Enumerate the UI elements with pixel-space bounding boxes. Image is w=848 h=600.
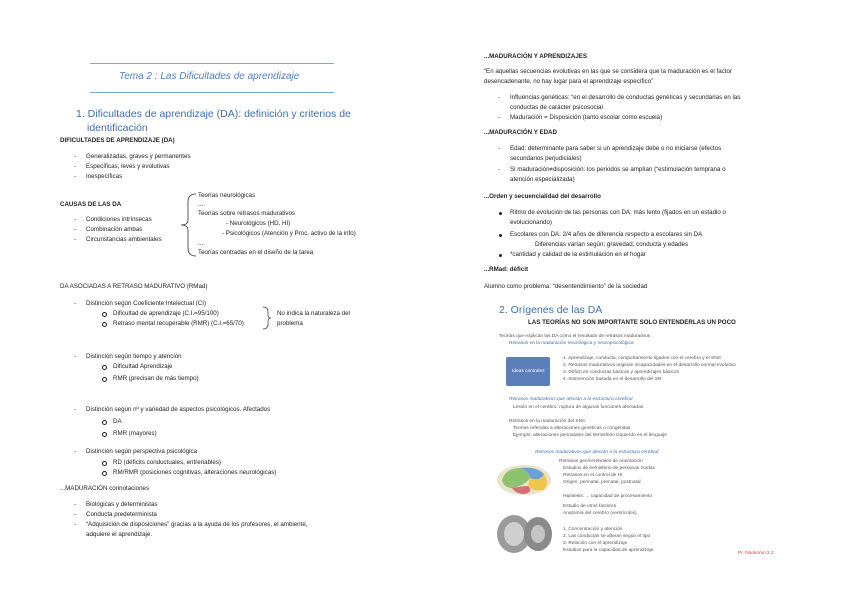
list-item: Generalizadas, graves y permanentes [86,153,191,160]
dist-psicologicos: Distinción según nº y variedad de aspectos psicológicos. Afectados [86,406,271,413]
da-heading: DIFICULTADES DE APRENDIZAJE (DA) [60,137,175,144]
list-item: RMR (mayores) [113,430,157,437]
slide-line: Retrasos en la maduración del SNC [509,419,586,424]
list-item: Influencias genéticas: “en el desarrollo de conductas genéticas y secundarias en las [510,94,741,101]
dash: - [498,94,501,101]
dist-perspectiva: Distinción según perspectiva psicológica [86,448,198,455]
dash: - [74,173,77,180]
slide-blue-line: Retrasos madurativos que afectan a la estructura cerebral [535,450,659,455]
list-item: “Adquisición de disposiciones” gracias a la ayuda de los profesores, el ambiente, [86,521,308,528]
list-item-cont: Diferencias varían según: gravedad, conducta y edades [535,241,689,248]
list-item: Retraso mental recuperable (RMR) (C.I.=65/70) [113,320,244,327]
list-item: Circunstancias ambientales [86,236,162,243]
list-item-cont: secundarios perjudiciales) [510,155,582,162]
da-asociadas-heading: DA ASOCIADAS A RETRASO MADURATIVO (RMad) [60,283,208,290]
quote-cont: desencadenante, no hay lugar para el aprendizaje específico” [484,78,654,85]
ring-bullet [102,432,107,437]
dash: - [74,226,77,233]
alumno-line: Alumno como problema: “desentendimiento” de la sociedad [484,283,648,290]
slide-line: Retrasos gen/cerebrales de orientación [559,459,643,464]
section-1-heading: 1. Dificultades de aprendizaje (DA): definición y criterios de [76,108,351,120]
slide-line: Hipótesis: ... capacidad de procesamiento [563,494,653,499]
dash: - [498,114,501,121]
ring-bullet [102,312,107,317]
list-item: Específicas, leves y evolutivas [86,163,170,170]
section-1-heading-cont: identificación [87,122,148,134]
brain-scan-image [494,513,554,555]
bullet [499,234,502,237]
slide-line: Teorías referidas a alteraciones genéticas o congénitas [513,426,631,431]
slide-red-note: Pr. Nonkomo 2.2 [738,551,774,556]
dash: - [74,163,77,170]
ellipsis: ... [198,240,204,247]
ellipsis: ... [198,201,204,208]
causas-brace [178,192,198,258]
teoria-retrasos: Teorías sobre retrasos madurativos [198,210,295,217]
teoria-retrasos-b: - Psicológicos (Atención y Proc. activo de la info) [222,230,356,237]
dash: - [74,501,77,508]
dash: - [74,353,77,360]
list-item: Inespecíficas [86,173,123,180]
dist-ci: Distinción según Coeficiente Intelectual (CI) [86,300,207,307]
list-item: RMR (precisan de más tiempo) [113,375,199,382]
slide-line: 3. Relación con el aprendizaje [563,541,628,546]
slide-line: 1. Concentración y atención [563,527,623,532]
causas-heading: CAUSAS DE LAS DA [60,201,122,208]
ring-bullet [102,365,107,370]
list-item-cont: evolucionando) [510,219,552,226]
dash: - [74,216,77,223]
list-item: Si maduración≠disposición: los periodos se amplían (“estimulación temprana o [510,166,726,173]
list-item-cont: conductas de carácter psicosocial [510,104,603,111]
brain-image [494,462,554,498]
ring-bullet [102,461,107,466]
slide-line: Retrasos en la maduración neurológica y neuropsicológica [509,341,634,346]
rmad-heading: ...RMad: déficit [484,266,529,273]
slide-item: 2. Retrasos madurativos originan incapacidades en el desarrollo normal evolutivo [563,363,736,368]
list-item: Ritmo de evolución de las personas con DA: más lento (fijados en un estadio o [510,209,726,216]
teoria-diseno: Teorías centradas en el diseño de la tarea [198,249,314,256]
slide-line: Origen: perinatal, prenatal, postnatal [563,480,641,485]
slide-line: Lesión en el cerebro: ruptura de algunas funciones afectadas [513,405,644,410]
list-item: Biológicas y deterministas [86,501,158,508]
slide-line: Anatomía del cerebro (ventrículos) [563,511,637,516]
list-item: Dificultad Aprendizaje [113,363,173,370]
dash: - [74,153,77,160]
list-item: Edad: determinante para saber si un aprendizaje debe o no iniciarse (efectos [510,145,722,152]
title-rule-bottom [90,92,334,93]
teoria-retrasos-a: - Neurológicos (HD, HI) [226,220,291,227]
dash: - [74,300,77,307]
quote: “En aquellas secuencias evolutivas en las que se considera que la maduración es el factor [484,68,732,75]
ideas-centrales-label: Ideas centrales [512,369,545,374]
dist-tiempo: Distinción según tiempo y atención [86,353,182,360]
dash: - [74,521,77,528]
dash: - [74,406,77,413]
bullet [499,212,502,215]
list-item-cont: adquiere el aprendizaje. [86,531,153,538]
dash: - [498,166,501,173]
slide-line: Estudios para la capacidad de aprendizaje [563,548,654,553]
slide-item: 4. Intervención basada en el desarrollo del SN [563,377,662,382]
list-item: *cantidad y calidad de la estimulación en el hogar [510,251,646,258]
list-item: DA [113,418,122,425]
list-item: Conducta predeterminista [86,511,157,518]
mad-apr-heading: ...MADURACIÓN Y APRENDIZAJES [484,53,588,60]
ci-brace [262,306,272,330]
list-item: Condiciones intrínsecas [86,216,152,223]
list-item: Escolares con DA: 2/4 años de diferencia respecto a escolares sin DA [510,231,703,238]
list-item: Dificultad de aprendizaje (C.I.=95/100) [113,310,219,317]
section-2-heading: 2. Orígenes de las DA [499,304,603,316]
slide-line: Teorías que explican las DA como el resultado de retrasos madurativos [499,334,651,339]
slide-line: Ejemplo: alteraciones perinatales del hemisferio izquierdo en el lenguaje [513,433,667,438]
ring-bullet [102,377,107,382]
dash: - [74,236,77,243]
slide-line: Estudios de hemisferio de personas zurdas [563,466,655,471]
page-title: Tema 2 : Las Dificultades de aprendizaje [119,71,300,82]
slide-line: Estudio de otros factores [563,504,617,509]
ci-note: No indica la naturaleza del [277,310,350,317]
bullet [499,254,502,257]
ring-bullet [102,322,107,327]
ci-note: problema [277,320,303,327]
orden-heading: ...Orden y secuencialidad del desarrollo [484,193,601,200]
slide-line: Retrasos en el control de HI [563,473,623,478]
list-item: Maduración = Disposición (tanto escolar como escuela) [510,114,663,121]
teoria-neurologicas: Teorías neurológicas [198,192,256,199]
dash: - [74,448,77,455]
list-item: RD (déficits conductuales, entrenables) [113,459,221,466]
list-item: RM/RMR (posiciones cognitivas, alteraciones neurológicas) [113,469,277,476]
section-2-subheading: LAS TEORÍAS NO SON IMPORTANTE SOLO ENTENDERLAS UN POCO [528,319,736,326]
mad-edad-heading: ...MADURACIÓN Y EDAD [484,129,557,136]
slide-item: 1. Aprendizaje, conducta, comportamiento ligados con el cerebro y el SNC [563,356,722,361]
list-item-cont: atención especializada) [510,176,575,183]
slide-line: 2. Las conductas se alteran según el tipo [563,534,651,539]
dash: - [74,511,77,518]
slide-item: 3. Déficit en conductas básicas y aprendizajes básicos [563,370,679,375]
title-rule-top [90,63,334,64]
maduracion-heading: ...MADURACIÓN connotaciones [60,485,150,492]
list-item: Combinación ambas [86,226,143,233]
slide-blue-line: Retrasos madurativos que afectan a la estructura cerebral [509,397,633,402]
dash: - [498,145,501,152]
ring-bullet [102,420,107,425]
ring-bullet [102,471,107,476]
